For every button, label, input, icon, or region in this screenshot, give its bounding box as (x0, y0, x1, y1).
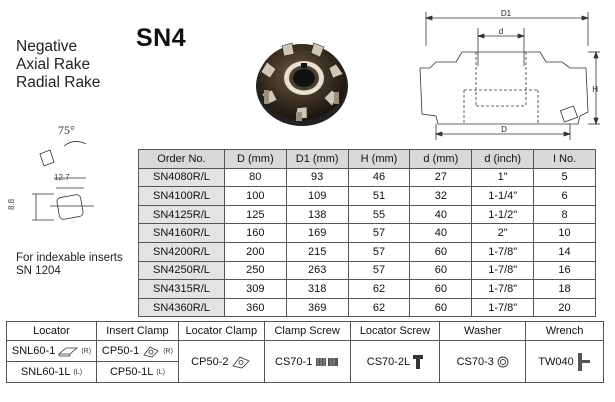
spec-cell: 1" (472, 168, 534, 187)
parts-header: Locator (7, 322, 97, 341)
spec-cell: 200 (224, 242, 286, 261)
spec-cell: 215 (286, 242, 348, 261)
spec-cell: 57 (348, 261, 410, 280)
insert-dimension-a: 12.7 (54, 173, 70, 182)
spec-cell: 1-7/8" (472, 298, 534, 317)
spec-cell: 318 (286, 280, 348, 299)
spec-cell: 16 (534, 261, 596, 280)
cross-section-diagram (412, 6, 604, 142)
insert-clamp-l-side: (L) (156, 368, 165, 376)
spec-row (139, 261, 596, 280)
clamp-screw-icon (315, 357, 339, 367)
order-no-cell: SN4100R/L (139, 187, 225, 206)
parts-header: Washer (440, 322, 526, 341)
spec-cell: 169 (286, 224, 348, 243)
parts-header: Clamp Screw (264, 322, 350, 341)
spec-cell: 10 (534, 224, 596, 243)
washer-code: CS70-3 (456, 355, 494, 368)
order-no-cell: SN4080R/L (139, 168, 225, 187)
spec-cell: 309 (224, 280, 286, 299)
wrench-cell (526, 341, 604, 383)
order-no-cell: SN4360R/L (139, 298, 225, 317)
col-header: D1 (mm) (286, 150, 348, 169)
spec-cell: 2" (472, 224, 534, 243)
dim-label-d1: D1 (500, 9, 512, 18)
locator-r-code: SNL60-1 (11, 345, 56, 357)
spec-cell: 93 (286, 168, 348, 187)
col-header: Order No. (139, 150, 225, 169)
spec-cell: 1-7/8" (472, 242, 534, 261)
parts-table (6, 321, 604, 383)
order-no-cell: SN4250R/L (139, 261, 225, 280)
spec-cell: 57 (348, 242, 410, 261)
parts-header: Wrench (526, 322, 604, 341)
col-header: d (inch) (472, 150, 534, 169)
col-header: D (mm) (224, 150, 286, 169)
order-no-cell: SN4200R/L (139, 242, 225, 261)
spec-row (139, 187, 596, 206)
spec-cell: 51 (348, 187, 410, 206)
parts-header: Locator Clamp (178, 322, 264, 341)
milling-cutter-photo (252, 34, 352, 130)
insert-dimension-b: 8.8 (7, 198, 16, 210)
spec-cell: 1-1/2" (472, 205, 534, 224)
col-header: H (mm) (348, 150, 410, 169)
note-line: SN 1204 (16, 265, 61, 277)
order-no-cell: SN4160R/L (139, 224, 225, 243)
product-title: SN4 (136, 24, 187, 52)
insert-clamp-l-code: CP50-1L (109, 366, 154, 378)
spec-cell: 55 (348, 205, 410, 224)
spec-row (139, 205, 596, 224)
locator-clamp-code: CP50-2 (191, 355, 229, 368)
spec-cell: 40 (410, 224, 472, 243)
clamp-screw-code: CS70-1 (275, 355, 313, 368)
spec-cell: 6 (534, 187, 596, 206)
product-description (16, 38, 100, 92)
clamp-screw-cell (264, 341, 350, 383)
parts-header-row (7, 322, 604, 341)
spec-cell: 57 (348, 224, 410, 243)
spec-cell: 138 (286, 205, 348, 224)
spec-cell: 100 (224, 187, 286, 206)
spec-cell: 32 (410, 187, 472, 206)
description-line: Radial Rake (16, 74, 101, 91)
parts-header: Insert Clamp (96, 322, 178, 341)
spec-row (139, 280, 596, 299)
washer-cell (440, 341, 526, 383)
locator-clamp-icon (231, 355, 251, 369)
spec-cell: 60 (410, 242, 472, 261)
spec-cell: 27 (410, 168, 472, 187)
spec-cell: 80 (224, 168, 286, 187)
order-no-cell: SN4315R/L (139, 280, 225, 299)
spec-cell: 40 (410, 205, 472, 224)
locator-screw-code: CS70-2L (366, 355, 411, 368)
spec-cell: 8 (534, 205, 596, 224)
wrench-code: TW040 (538, 355, 574, 368)
locator-l-cell (7, 362, 97, 383)
note-line: For indexable inserts (16, 252, 123, 264)
locator-l-side: (L) (73, 368, 83, 376)
locator-screw-cell (350, 341, 440, 383)
spec-cell: 1-1/4" (472, 187, 534, 206)
parts-row (7, 341, 604, 362)
washer-icon (497, 356, 509, 368)
dim-label-d: d (498, 27, 504, 36)
insert-clamp-r-side: (R) (163, 347, 173, 355)
parts-header: Locator Screw (350, 322, 440, 341)
insert-note (16, 252, 123, 278)
locator-icon (58, 345, 78, 357)
spec-cell: 125 (224, 205, 286, 224)
spec-table (138, 149, 596, 317)
spec-cell: 109 (286, 187, 348, 206)
description-line: Axial Rake (16, 56, 91, 73)
locator-clamp-cell (178, 341, 264, 383)
spec-cell: 1-7/8" (472, 261, 534, 280)
spec-row (139, 298, 596, 317)
spec-cell: 263 (286, 261, 348, 280)
locator-r-cell (7, 341, 97, 362)
spec-cell: 60 (410, 261, 472, 280)
spec-cell: 46 (348, 168, 410, 187)
col-header: I No. (534, 150, 596, 169)
order-no-cell: SN4125R/L (139, 205, 225, 224)
insert-angle: 75° (58, 123, 75, 137)
spec-cell: 160 (224, 224, 286, 243)
spec-header-row (139, 150, 596, 169)
spec-cell: 62 (348, 298, 410, 317)
spec-cell: 60 (410, 298, 472, 317)
spec-row (139, 242, 596, 261)
locator-screw-icon (413, 355, 423, 369)
spec-row (139, 224, 596, 243)
spec-row (139, 168, 596, 187)
spec-cell: 62 (348, 280, 410, 299)
wrench-icon (577, 352, 591, 372)
spec-cell: 14 (534, 242, 596, 261)
locator-r-side: (R) (81, 347, 92, 355)
spec-cell: 369 (286, 298, 348, 317)
description-line: Negative (16, 38, 78, 55)
dim-label-dia: D (501, 125, 507, 134)
spec-cell: 60 (410, 280, 472, 299)
spec-cell: 20 (534, 298, 596, 317)
spec-cell: 5 (534, 168, 596, 187)
spec-cell: 250 (224, 261, 286, 280)
spec-cell: 360 (224, 298, 286, 317)
spec-cell: 18 (534, 280, 596, 299)
locator-l-code: SNL60-1L (20, 366, 71, 378)
dim-label-h: H (592, 85, 598, 94)
insert-clamp-l-cell (96, 362, 178, 383)
col-header: d (mm) (410, 150, 472, 169)
spec-cell: 1-7/8" (472, 280, 534, 299)
insert-clamp-icon (142, 345, 160, 358)
insert-clamp-r-cell (96, 341, 178, 362)
insert-clamp-r-code: CP50-1 (101, 345, 140, 357)
